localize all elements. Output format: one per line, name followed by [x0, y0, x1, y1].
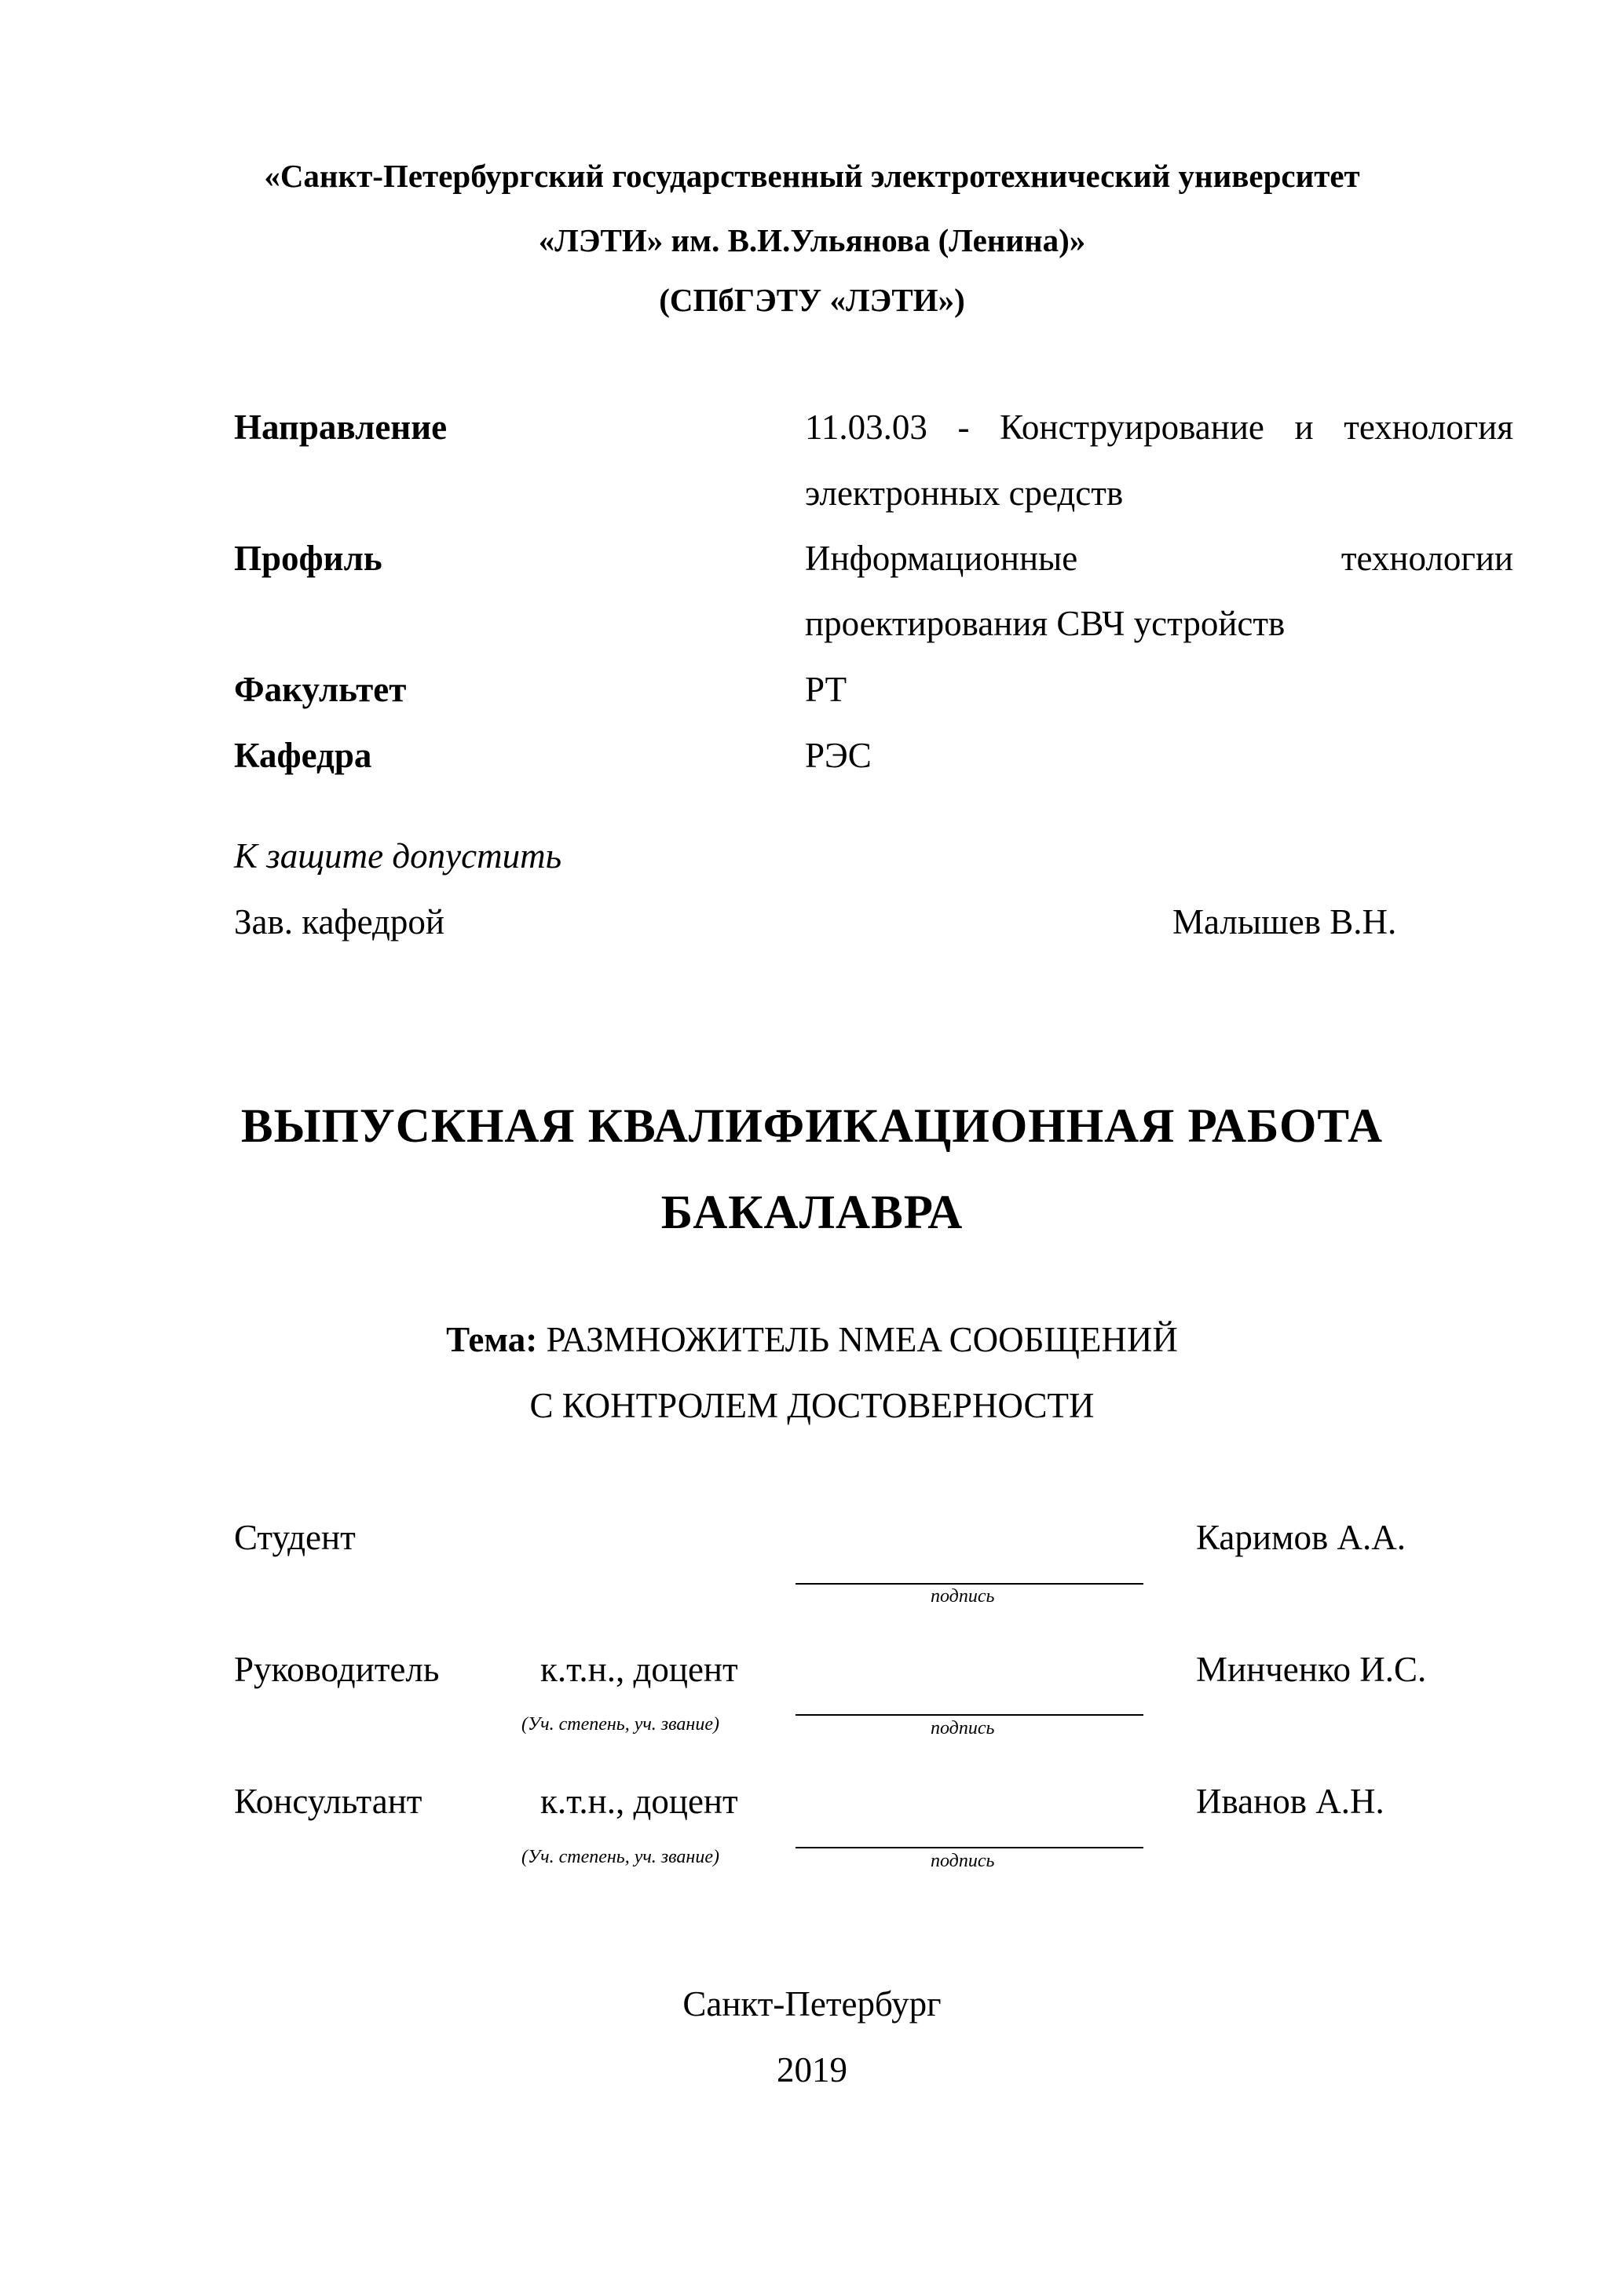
profile-value-line2: проектирования СВЧ устройств: [805, 604, 1286, 643]
direction-word3: технология: [1344, 408, 1513, 447]
head-of-department-label: Зав. кафедрой: [234, 902, 444, 941]
admission-note: К защите допустить: [234, 836, 562, 876]
advisor-degree: к.т.н., доцент: [540, 1650, 738, 1689]
footer-year: 2019: [777, 2050, 847, 2089]
consultant-role: Консультант: [234, 1782, 422, 1821]
head-of-department-name: Малышев В.Н.: [1172, 902, 1397, 941]
profile-label: Профиль: [234, 539, 382, 578]
theme-text-line2: С КОНТРОЛЕМ ДОСТОВЕРНОСТИ: [529, 1386, 1095, 1425]
advisor-name: Минченко И.С.: [1196, 1650, 1427, 1689]
faculty-label: Факультет: [234, 670, 407, 709]
advisor-signature-caption: подпись: [931, 1718, 995, 1738]
theme-text-line1: РАЗМНОЖИТЕЛЬ NMEA СООБЩЕНИЙ: [546, 1320, 1178, 1359]
profile-value-line1: [805, 538, 1513, 579]
direction-word2: и: [1294, 408, 1314, 447]
theme-label: Тема:: [446, 1320, 538, 1359]
profile-word1: Информационные: [805, 539, 1078, 578]
university-abbreviation: (СПбГЭТУ «ЛЭТИ»): [659, 282, 965, 318]
student-role: Студент: [234, 1518, 356, 1557]
document-title-line2: БАКАЛАВРА: [660, 1186, 964, 1239]
consultant-degree: к.т.н., доцент: [540, 1782, 738, 1821]
faculty-value: РТ: [805, 670, 847, 709]
student-name: Каримов А.А.: [1196, 1518, 1406, 1557]
consultant-name: Иванов А.Н.: [1196, 1782, 1384, 1821]
direction-dash: -: [957, 408, 970, 447]
student-signature-line: [796, 1583, 1143, 1585]
theme-line1: [0, 1319, 1624, 1360]
advisor-degree-caption: (Уч. степень, уч. звание): [521, 1714, 719, 1735]
consultant-signature-caption: подпись: [931, 1851, 995, 1871]
direction-word1: Конструирование: [1000, 408, 1264, 447]
advisor-role: Руководитель: [234, 1650, 440, 1689]
profile-word2: технологии: [1341, 539, 1513, 578]
department-label: Кафедра: [234, 736, 372, 775]
consultant-signature-line: [796, 1847, 1143, 1848]
direction-value-line1: [805, 407, 1513, 448]
direction-label: Направление: [234, 408, 448, 447]
consultant-degree-caption: (Уч. степень, уч. звание): [521, 1847, 719, 1867]
footer-city: Санкт-Петербург: [682, 1984, 942, 2024]
student-signature-caption: подпись: [931, 1586, 995, 1607]
university-name-line2: «ЛЭТИ» им. В.И.Ульянова (Ленина)»: [538, 222, 1086, 258]
direction-code: 11.03.03: [805, 408, 927, 447]
advisor-signature-line: [796, 1714, 1143, 1716]
university-name-line1: «Санкт-Петербургский государственный электротехнический университет: [264, 158, 1360, 194]
direction-value-line2: электронных средств: [805, 473, 1124, 513]
department-value: РЭС: [805, 736, 872, 775]
document-title-line1: ВЫПУСКНАЯ КВАЛИФИКАЦИОННАЯ РАБОТА: [240, 1100, 1384, 1153]
